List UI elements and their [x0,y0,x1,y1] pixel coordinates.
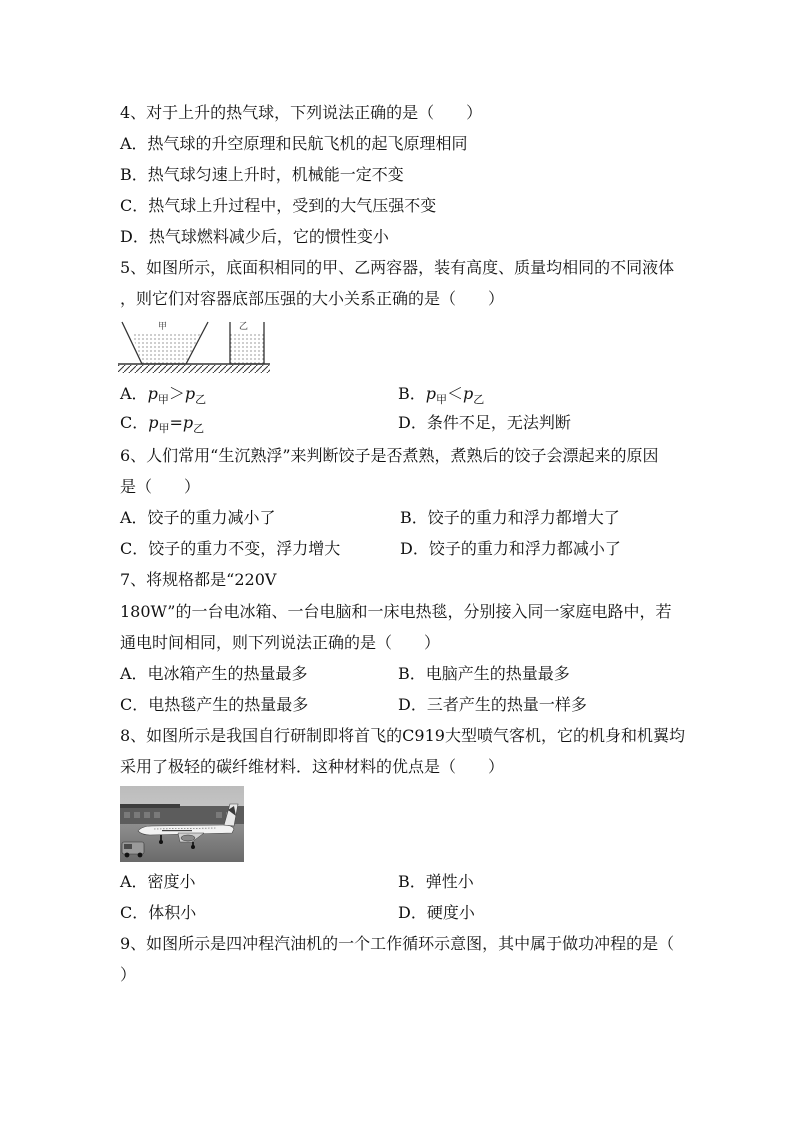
q5-option-a: A．$p_甲>p_乙$ [120,384,207,407]
yi-liquid [230,334,264,364]
q7-option-a: A．电冰箱产生的热量最多 [120,664,308,683]
q7-option-c: C．电热毯产生的热量最多 [120,695,309,714]
q6-option-b: B．饺子的重力和浮力都增大了 [400,508,620,527]
q9-stem-line1: 9、如图所示是四冲程汽油机的一个工作循环示意图，其中属于做功冲程的是（ [120,934,675,953]
q5-option-b: B．$p_甲<p_乙$ [398,384,485,407]
jia-liquid [132,334,200,364]
q6-stem-line2: 是（ ） [120,477,201,496]
q4-stem: 4、对于上升的热气球，下列说法正确的是（ ） [120,103,483,122]
q4-option-b: B．热气球匀速上升时，机械能一定不变 [120,165,404,184]
q8-stem-line2: 采用了极轻的碳纤维材料．这种材料的优点是（ ） [120,757,505,776]
q5-option-d: D．条件不足，无法判断 [398,413,571,432]
q6-option-c: C．饺子的重力不变，浮力增大 [120,539,341,558]
c919-airplane-photo [120,786,244,862]
q5-stem-line1: 5、如图所示，底面积相同的甲、乙两容器，装有高度、质量均相同的不同液体 [120,258,675,277]
q6-option-a: A．饺子的重力减小了 [120,508,276,527]
q5-container-figure [118,318,270,376]
ground-hatch [118,365,270,373]
q4-option-a: A．热气球的升空原理和民航飞机的起飞原理相同 [120,134,468,153]
q5-option-c: C．$p_甲=p_乙$ [120,413,205,436]
q5-stem-line2: ，则它们对容器底部压强的大小关系正确的是（ ） [120,289,505,308]
q8-option-a: A．密度小 [120,872,196,891]
q7-stem-line3: 通电时间相同，则下列说法正确的是（ ） [120,633,441,652]
q8-option-d: D．硬度小 [398,903,475,922]
q8-option-b: B．弹性小 [398,872,474,891]
q7-stem-line2: 180W”的一台电冰箱、一台电脑和一床电热毯，分别接入同一家庭电路中，若 [120,602,672,621]
jia-label: 甲 [158,322,168,332]
q7-stem-line1: 7、将规格都是“220V [120,570,277,589]
q8-stem-line1: 8、如图所示是我国自行研制即将首飞的C919大型喷气客机，它的机身和机翼均 [120,726,685,745]
q6-option-d: D．饺子的重力和浮力都减小了 [400,539,621,558]
q9-stem-line2: ） [120,965,137,984]
q4-option-d: D．热气球燃料减少后，它的惯性变小 [120,227,389,246]
q8-option-c: C．体积小 [120,903,197,922]
yi-label: 乙 [239,322,249,332]
q7-option-d: D．三者产生的热量一样多 [398,695,587,714]
q4-option-c: C．热气球上升过程中，受到的大气压强不变 [120,196,437,215]
q7-option-b: B．电脑产生的热量最多 [398,664,570,683]
q6-stem-line1: 6、人们常用“生沉熟浮”来判断饺子是否煮熟，煮熟后的饺子会漂起来的原因 [120,446,659,465]
